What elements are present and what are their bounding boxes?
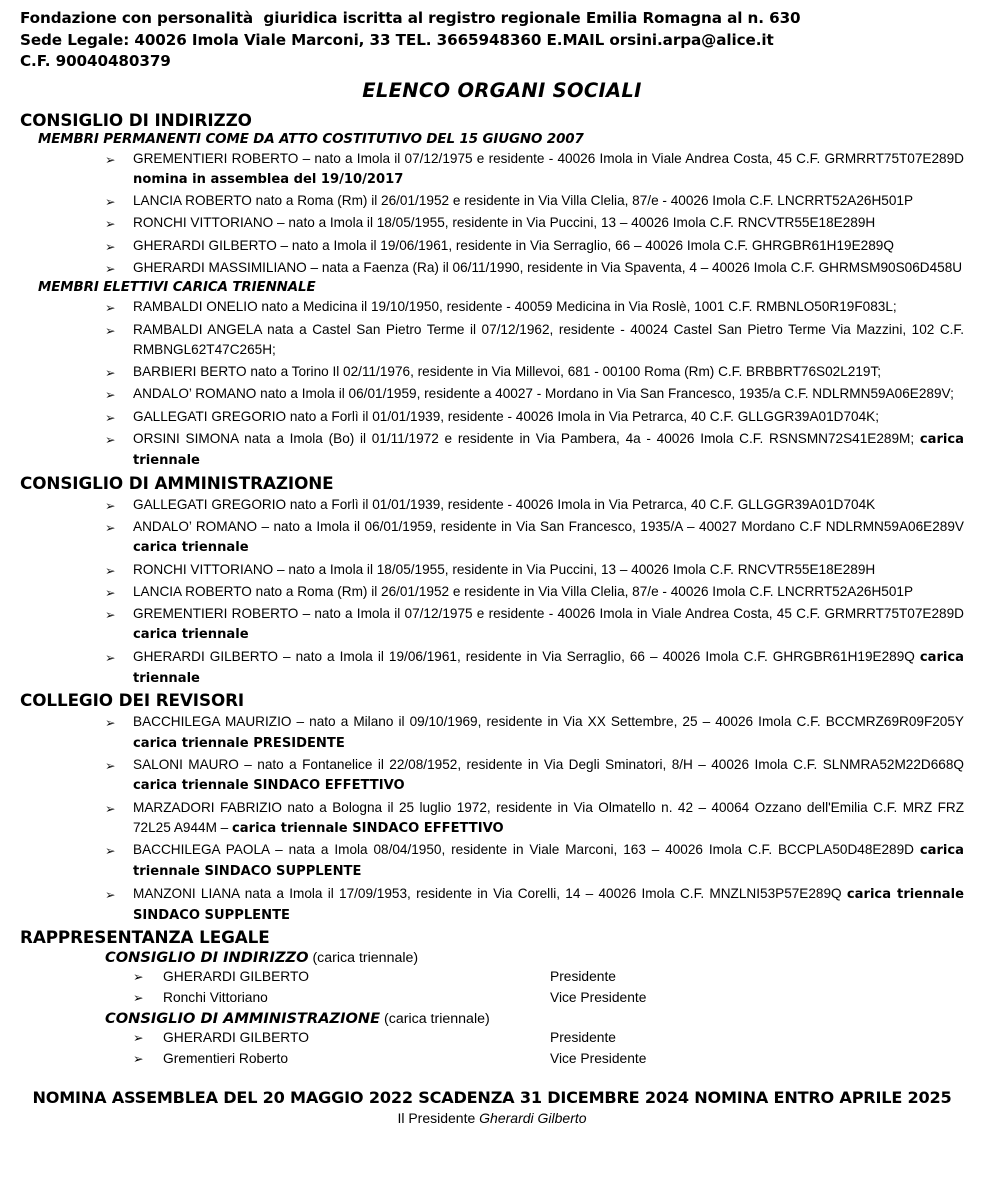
list-item	[20, 362, 964, 383]
list-item	[20, 712, 964, 754]
member-note: nomina in assemblea del 19/10/2017	[133, 171, 404, 187]
rep-list-indirizzo	[20, 967, 964, 1008]
member-note: carica triennale	[133, 540, 249, 556]
list-item	[20, 429, 964, 472]
rep-group-title: CONSIGLIO DI INDIRIZZO	[105, 949, 309, 967]
rep-person-role: Presidente	[550, 1030, 616, 1046]
list-membri-elettivi	[20, 297, 964, 471]
subheading-membri-permanenti: MEMBRI PERMANENTI COME DA ATTO COSTITUTIVO DEL 15 GIUGNO 2007	[38, 131, 584, 147]
member-text: LANCIA ROBERTO nato a Roma (Rm) il 26/01/1952 e residente in Via Villa Clelia, 87/e - 40026 Imola C.F. LNCRRT52A26H501P	[133, 193, 914, 209]
list-item	[20, 647, 964, 690]
rep-group-heading-amministrazione	[105, 1010, 964, 1027]
list-item	[20, 798, 964, 840]
list-item	[20, 582, 964, 603]
rep-group-note: (carica triennale)	[308, 950, 419, 967]
list-item	[20, 149, 964, 191]
list-item	[20, 560, 964, 581]
letterhead-line-1: Fondazione con personalità giuridica iscritta al registro regionale Emilia Romagna al n. 630	[20, 9, 801, 27]
list-item	[20, 604, 964, 646]
member-text: GHERARDI GILBERTO – nato a Imola il 19/06/1961, residente in Via Serraglio, 66 – 40026 Imola C.F. GHRGBR61H19E289Q	[133, 237, 894, 253]
member-text: GREMENTIERI ROBERTO – nato a Imola il 07/12/1975 e residente - 40026 Imola in Viale Andrea Costa, 45 C.F. GRMRRT75T07E289D	[133, 606, 964, 622]
list-item	[20, 517, 964, 559]
rep-person-name: Grementieri Roberto	[163, 1051, 288, 1067]
list-consiglio-amministrazione	[20, 495, 964, 690]
president-name: Gherardi Gilberto	[479, 1109, 587, 1126]
rep-person-name: GHERARDI GILBERTO	[163, 969, 309, 985]
member-note: carica triennale	[133, 432, 964, 469]
rep-list-amministrazione	[20, 1028, 964, 1069]
member-text: ANDALO’ ROMANO – nato a Imola il 06/01/1959, residente in Via San Francesco, 1935/A – 40027 Mordano C.F NDLRMN59A06E289V	[133, 518, 964, 534]
list-item	[20, 1028, 964, 1049]
member-note: carica triennale SINDACO SUPPLENTE	[133, 886, 964, 923]
member-text: RONCHI VITTORIANO – nato a Imola il 18/05/1955, residente in Via Puccini, 13 – 40026 Imola C.F. RNCVTR55E18E289H	[133, 215, 876, 231]
section-heading-rappresentanza-legale: RAPPRESENTANZA LEGALE	[20, 927, 270, 948]
member-text: GHERARDI GILBERTO – nato a Imola il 19/06/1961, residente in Via Serraglio, 66 – 40026 Imola C.F. GHRGBR61H19E289Q	[133, 648, 920, 664]
rep-group-title: CONSIGLIO DI AMMINISTRAZIONE	[105, 1010, 381, 1028]
member-note: carica triennale SINDACO SUPPLENTE	[133, 843, 964, 880]
member-text: MANZONI LIANA nata a Imola il 17/09/1953, residente in Via Corelli, 14 – 40026 Imola C.F. MNZLNI53P57E289Q	[133, 885, 847, 901]
rep-group-heading-indirizzo	[105, 949, 964, 966]
list-item	[20, 967, 964, 988]
footer-president-line	[20, 1110, 964, 1126]
letterhead	[20, 8, 964, 73]
list-item	[20, 407, 964, 428]
member-note: carica triennale SINDACO EFFETTIVO	[133, 778, 405, 794]
member-text: GALLEGATI GREGORIO nato a Forlì il 01/01/1939, residente - 40026 Imola in Via Petrarca, 40 C.F. GLLGGR39A01D704K;	[133, 408, 880, 424]
member-text: BARBIERI BERTO nato a Torino Il 02/11/1976, residente in Via Millevoi, 681 - 00100 Roma (Rm) C.F. BRBBRT76S02L219T;	[133, 364, 882, 380]
list-item	[20, 840, 964, 883]
member-note: carica triennale SINDACO EFFETTIVO	[232, 820, 504, 836]
member-text: BACCHILEGA PAOLA – nata a Imola 08/04/1950, residente in Viale Marconi, 163 – 40026 Imola C.F. BCCPLA50D48E289D	[133, 842, 920, 858]
member-text: SALONI MAURO – nato a Fontanelice il 22/08/1952, residente in Via Degli Sminatori, 8/H – 40026 Imola C.F. SLNMRA52M22D668Q	[133, 756, 964, 772]
list-item	[20, 213, 964, 234]
member-text: RAMBALDI ONELIO nato a Medicina il 19/10/1950, residente - 40059 Medicina in Via Roslè, 1001 C.F. RMBNLO50R19F083L;	[133, 299, 897, 315]
list-item	[20, 988, 964, 1009]
member-note: carica triennale PRESIDENTE	[133, 735, 345, 751]
list-item	[20, 258, 964, 279]
member-text: GREMENTIERI ROBERTO – nato a Imola il 07/12/1975 e residente - 40026 Imola in Viale Andrea Costa, 45 C.F. GRMRRT75T07E289D	[133, 150, 964, 166]
president-label: Il Presidente	[397, 1109, 480, 1126]
document-footer	[20, 1088, 964, 1126]
member-text: ANDALO’ ROMANO nato a Imola il 06/01/1959, residente a 40027 - Mordano in Via San Francesco, 1935/a C.F. NDLRMN59A06E289V;	[133, 386, 954, 402]
list-item	[20, 320, 964, 362]
rep-person-role: Vice Presidente	[550, 989, 647, 1005]
member-text: RONCHI VITTORIANO – nato a Imola il 18/05/1955, residente in Via Puccini, 13 – 40026 Imola C.F. RNCVTR55E18E289H	[133, 561, 876, 577]
rep-person-name: GHERARDI GILBERTO	[163, 1030, 309, 1046]
footer-nomina-line: NOMINA ASSEMBLEA DEL 20 MAGGIO 2022 SCADENZA 31 DICEMBRE 2024 NOMINA ENTRO APRILE 2025	[32, 1087, 952, 1107]
list-item	[20, 236, 964, 257]
member-note: carica triennale	[133, 649, 964, 687]
member-text: GALLEGATI GREGORIO nato a Forlì il 01/01/1939, residente - 40026 Imola in Via Petrarca, 40 C.F. GLLGGR39A01D704K	[133, 496, 876, 512]
letterhead-line-2: Sede Legale: 40026 Imola Viale Marconi, 33 TEL. 3665948360 E.MAIL orsini.arpa@alice.it	[20, 30, 774, 49]
list-item	[20, 297, 964, 318]
rep-person-role: Vice Presidente	[550, 1051, 647, 1067]
list-item	[20, 495, 964, 516]
member-note: carica triennale	[133, 627, 249, 643]
member-text: GHERARDI MASSIMILIANO – nata a Faenza (Ra) il 06/11/1990, residente in Via Spaventa, 4 – 40026 Imola C.F. GHRMSM90S06D458U	[133, 259, 963, 275]
list-item	[20, 384, 964, 405]
list-item	[20, 1049, 964, 1070]
subheading-membri-elettivi: MEMBRI ELETTIVI CARICA TRIENNALE	[38, 280, 316, 296]
letterhead-line-3: C.F. 90040480379	[20, 52, 171, 70]
member-text: BACCHILEGA MAURIZIO – nato a Milano il 09/10/1969, residente in Via XX Settembre, 25 – 40026 Imola C.F. BCCMRZ69R09F205Y	[133, 714, 964, 730]
document-title: ELENCO ORGANI SOCIALI	[362, 78, 642, 102]
list-collegio-revisori	[20, 712, 964, 926]
section-heading-consiglio-indirizzo: CONSIGLIO DI INDIRIZZO	[20, 109, 252, 130]
member-text: LANCIA ROBERTO nato a Roma (Rm) il 26/01/1952 e residente in Via Villa Clelia, 87/e - 40026 Imola C.F. LNCRRT52A26H501P	[133, 583, 914, 599]
section-heading-collegio-revisori: COLLEGIO DEI REVISORI	[20, 690, 245, 711]
list-membri-permanenti	[20, 149, 964, 280]
rep-person-role: Presidente	[550, 969, 616, 985]
section-heading-consiglio-amministrazione: CONSIGLIO DI AMMINISTRAZIONE	[20, 472, 334, 493]
member-text: RAMBALDI ANGELA nata a Castel San Pietro Terme il 07/12/1962, residente - 40024 Castel San Pietro Terme Via Mazzini, 102 C.F. RMBNGL62T47C265H;	[133, 321, 964, 357]
rep-person-name: Ronchi Vittoriano	[163, 989, 268, 1005]
member-text: MARZADORI FABRIZIO nato a Bologna il 25 luglio 1972, residente in Via Olmatello n. 42 – 40064 Ozzano dell'Emilia C.F. MRZ FRZ 72L25 A944M –	[133, 799, 964, 835]
rep-group-note: (carica triennale)	[380, 1011, 490, 1028]
list-item	[20, 884, 964, 927]
list-item	[20, 191, 964, 212]
member-text: ORSINI SIMONA nata a Imola (Bo) il 01/11/1972 e residente in Via Pambera, 4a - 40026 Imola C.F. RSNSMN72S41E289M;	[133, 431, 920, 447]
list-item	[20, 755, 964, 797]
